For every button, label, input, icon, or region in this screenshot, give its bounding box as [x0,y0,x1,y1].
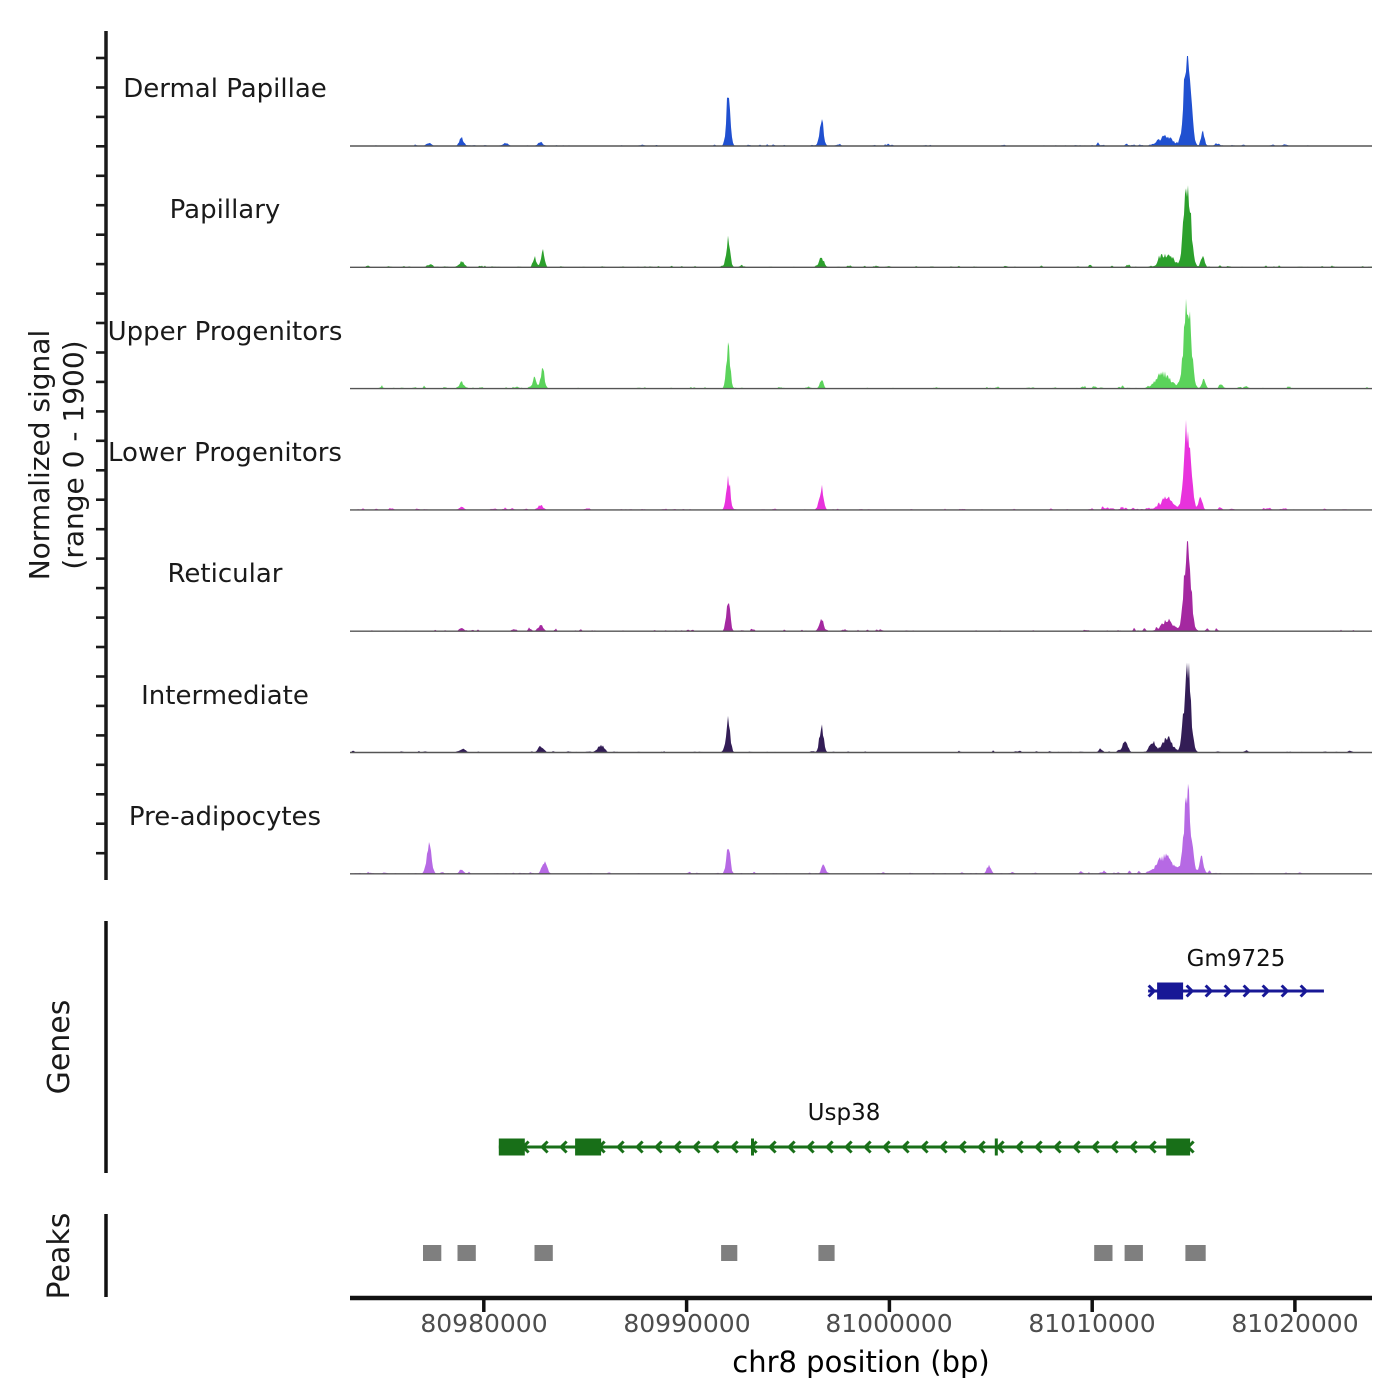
signal-area-dermal-papillae [350,56,1372,146]
track-label-pre-adipocytes: Pre-adipocytes [128,802,322,832]
peaks-section [106,1214,1206,1297]
exon-box [575,1139,601,1156]
track-label-papillary: Papillary [169,195,281,225]
x-axis-title: chr8 position (bp) [732,1345,990,1379]
signal-track-intermediate [350,663,1372,753]
x-tick-label-81000000: 81000000 [825,1309,953,1338]
gene-model-usp38 [499,1139,1194,1156]
gene-label-usp38: Usp38 [807,1100,881,1126]
signal-area-lower-progenitors [350,420,1372,510]
exon-box [1166,1139,1190,1156]
peak-interval [818,1245,834,1261]
track-label-lower-progenitors: Lower Progenitors [108,438,342,468]
gene-model-gm9725 [1148,983,1324,1000]
track-label-intermediate: Intermediate [141,681,309,711]
x-tick-label-81010000: 81010000 [1028,1309,1156,1338]
exon-tick [751,1139,754,1156]
signal-area-upper-progenitors [350,299,1372,389]
genes-section-label: Genes [42,999,77,1095]
peak-interval [458,1245,476,1261]
signal-area-papillary [350,185,1372,267]
peak-interval [721,1245,737,1261]
signal-track-upper-progenitors [350,299,1372,389]
x-tick-label-81020000: 81020000 [1231,1309,1359,1338]
peak-interval [1125,1245,1143,1261]
peak-interval [535,1245,553,1261]
y-axis-label-line2: (range 0 - 1900) [57,340,90,570]
signal-area-intermediate [350,663,1372,753]
signal-track-dermal-papillae [350,56,1372,146]
signal-track-lower-progenitors [350,420,1372,510]
peak-interval [423,1245,441,1261]
y-axis-label [23,5,91,905]
exon-box [499,1139,525,1156]
x-tick-label-80980000: 80980000 [420,1309,548,1338]
exon-tick [995,1139,998,1156]
signal-track-reticular [350,541,1372,631]
exon-box [1157,983,1183,1000]
signal-area-reticular [350,541,1372,631]
track-label-dermal-papillae: Dermal Papillae [123,74,327,104]
peak-interval [1185,1245,1205,1261]
x-tick-label-80990000: 80990000 [623,1309,751,1338]
peaks-section-label: Peaks [42,1212,77,1300]
gene-label-gm9725: Gm9725 [1186,946,1286,972]
y-axis-label-line1: Normalized signal [23,329,56,581]
signal-track-papillary [350,185,1372,267]
track-label-upper-progenitors: Upper Progenitors [107,317,343,347]
signal-area-pre-adipocytes [350,784,1372,874]
signal-track-pre-adipocytes [350,784,1372,874]
peak-interval [1094,1245,1112,1261]
track-label-reticular: Reticular [167,559,283,589]
